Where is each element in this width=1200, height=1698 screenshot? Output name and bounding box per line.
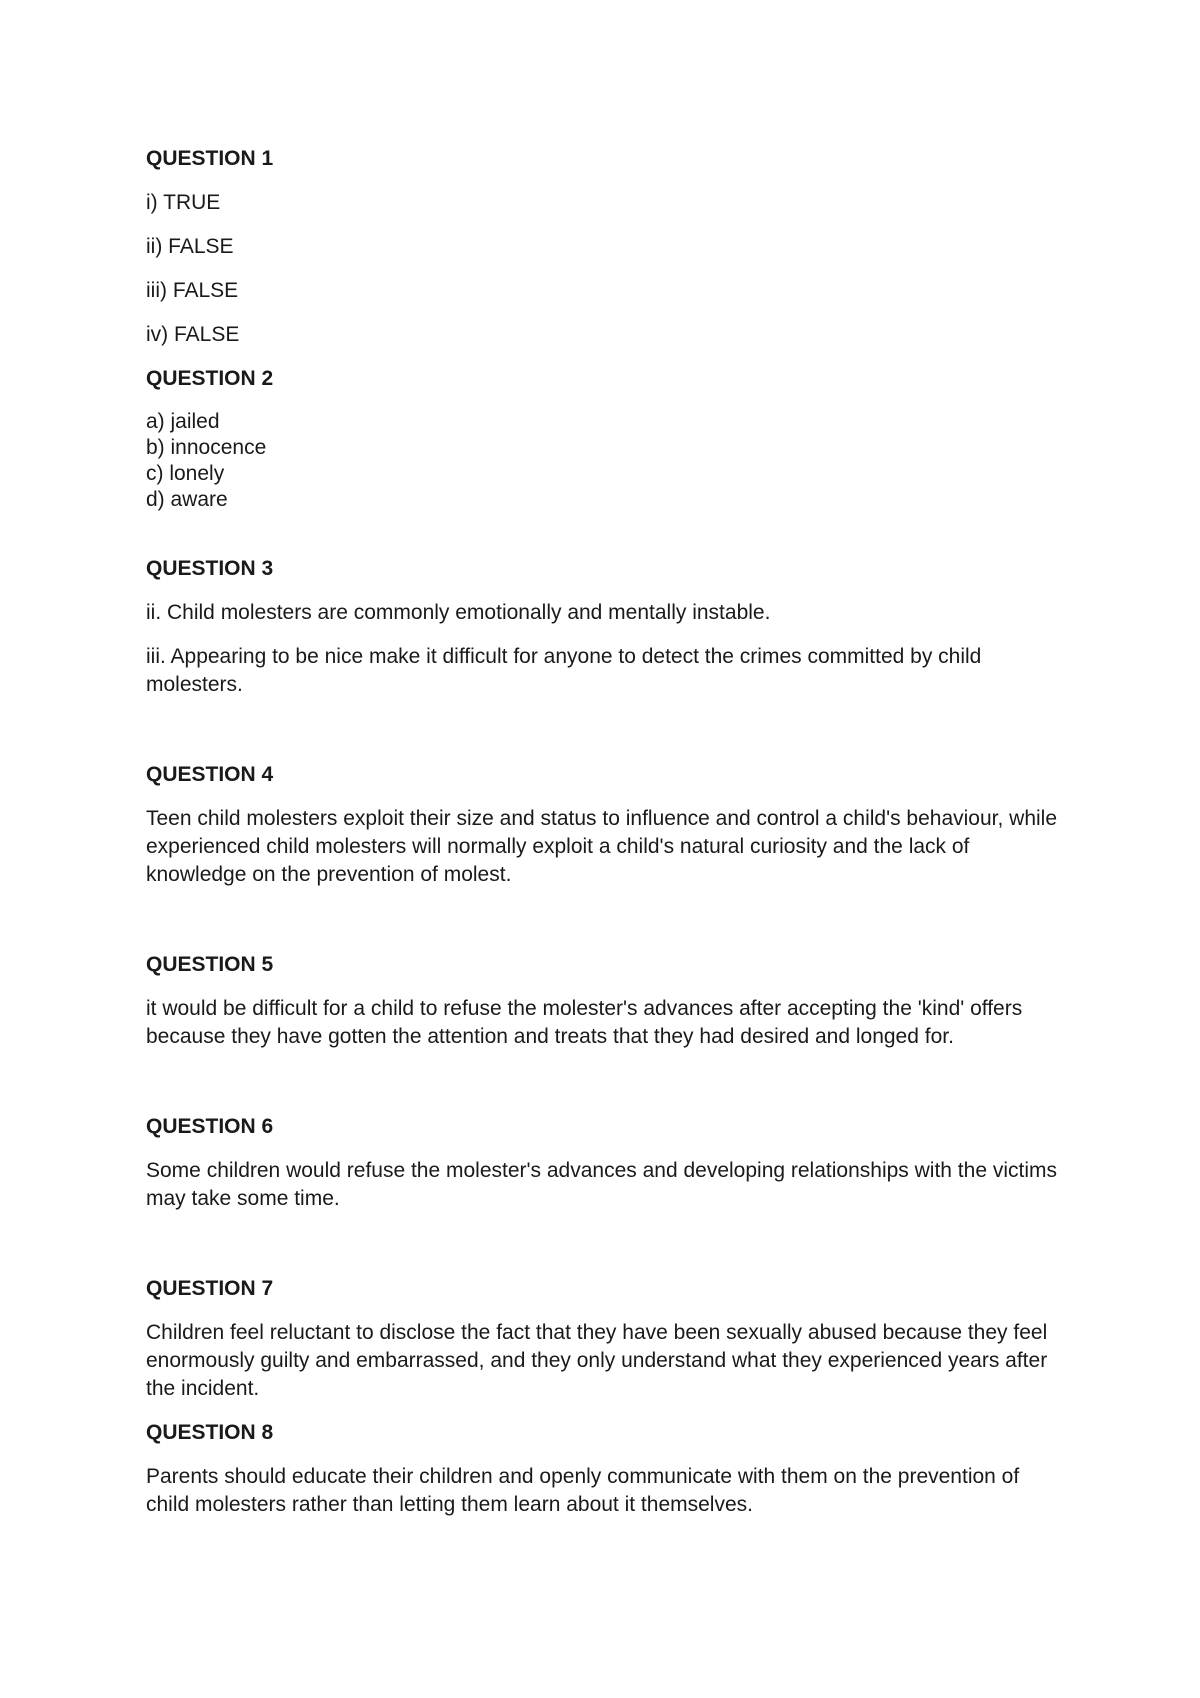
question-6-answer: Some children would refuse the molester's advances and developing relationships with the victims may take some time. (146, 1159, 1057, 1210)
question-2-answer-list (146, 409, 1066, 513)
question-8-heading: QUESTION 8 (146, 1421, 274, 1444)
question-7-heading: QUESTION 7 (146, 1277, 274, 1300)
question-1-answer-iii: iii) FALSE (146, 279, 239, 302)
question-8-answer: Parents should educate their children and openly communicate with them on the prevention of child molesters rather than letting them learn about it themselves. (146, 1465, 1020, 1516)
question-4-answer: Teen child molesters exploit their size and status to influence and control a child's behaviour, while experienced child molesters will normally exploit a child's natural curiosity and the lack of knowledge on the prevention of molest. (146, 807, 1058, 886)
document-content (146, 145, 1066, 1519)
question-3-answer-ii: ii. Child molesters are commonly emotionally and mentally instable. (146, 601, 771, 624)
question-2-answer-d: d) aware (146, 488, 228, 511)
question-4-heading: QUESTION 4 (146, 763, 274, 786)
question-1-answer-iv: iv) FALSE (146, 323, 240, 346)
question-2-answer-b: b) innocence (146, 436, 267, 459)
question-1-answer-i: i) TRUE (146, 191, 221, 214)
question-7-answer: Children feel reluctant to disclose the fact that they have been sexually abused because they feel enormously guilty and embarrassed, and they only understand what they experienced years after the incident. (146, 1321, 1048, 1400)
question-2-heading: QUESTION 2 (146, 367, 274, 390)
question-2-answer-a: a) jailed (146, 410, 220, 433)
question-3-heading: QUESTION 3 (146, 557, 274, 580)
question-3-answer-iii: iii. Appearing to be nice make it difficult for anyone to detect the crimes committed by child molesters. (146, 645, 982, 696)
question-5-answer: it would be difficult for a child to refuse the molester's advances after accepting the 'kind' offers because they have gotten the attention and treats that they had desired and longed for. (146, 997, 1023, 1048)
question-1-heading: QUESTION 1 (146, 147, 274, 170)
question-2-answer-c: c) lonely (146, 462, 225, 485)
question-6-heading: QUESTION 6 (146, 1115, 274, 1138)
question-5-heading: QUESTION 5 (146, 953, 274, 976)
question-1-answer-ii: ii) FALSE (146, 235, 234, 258)
